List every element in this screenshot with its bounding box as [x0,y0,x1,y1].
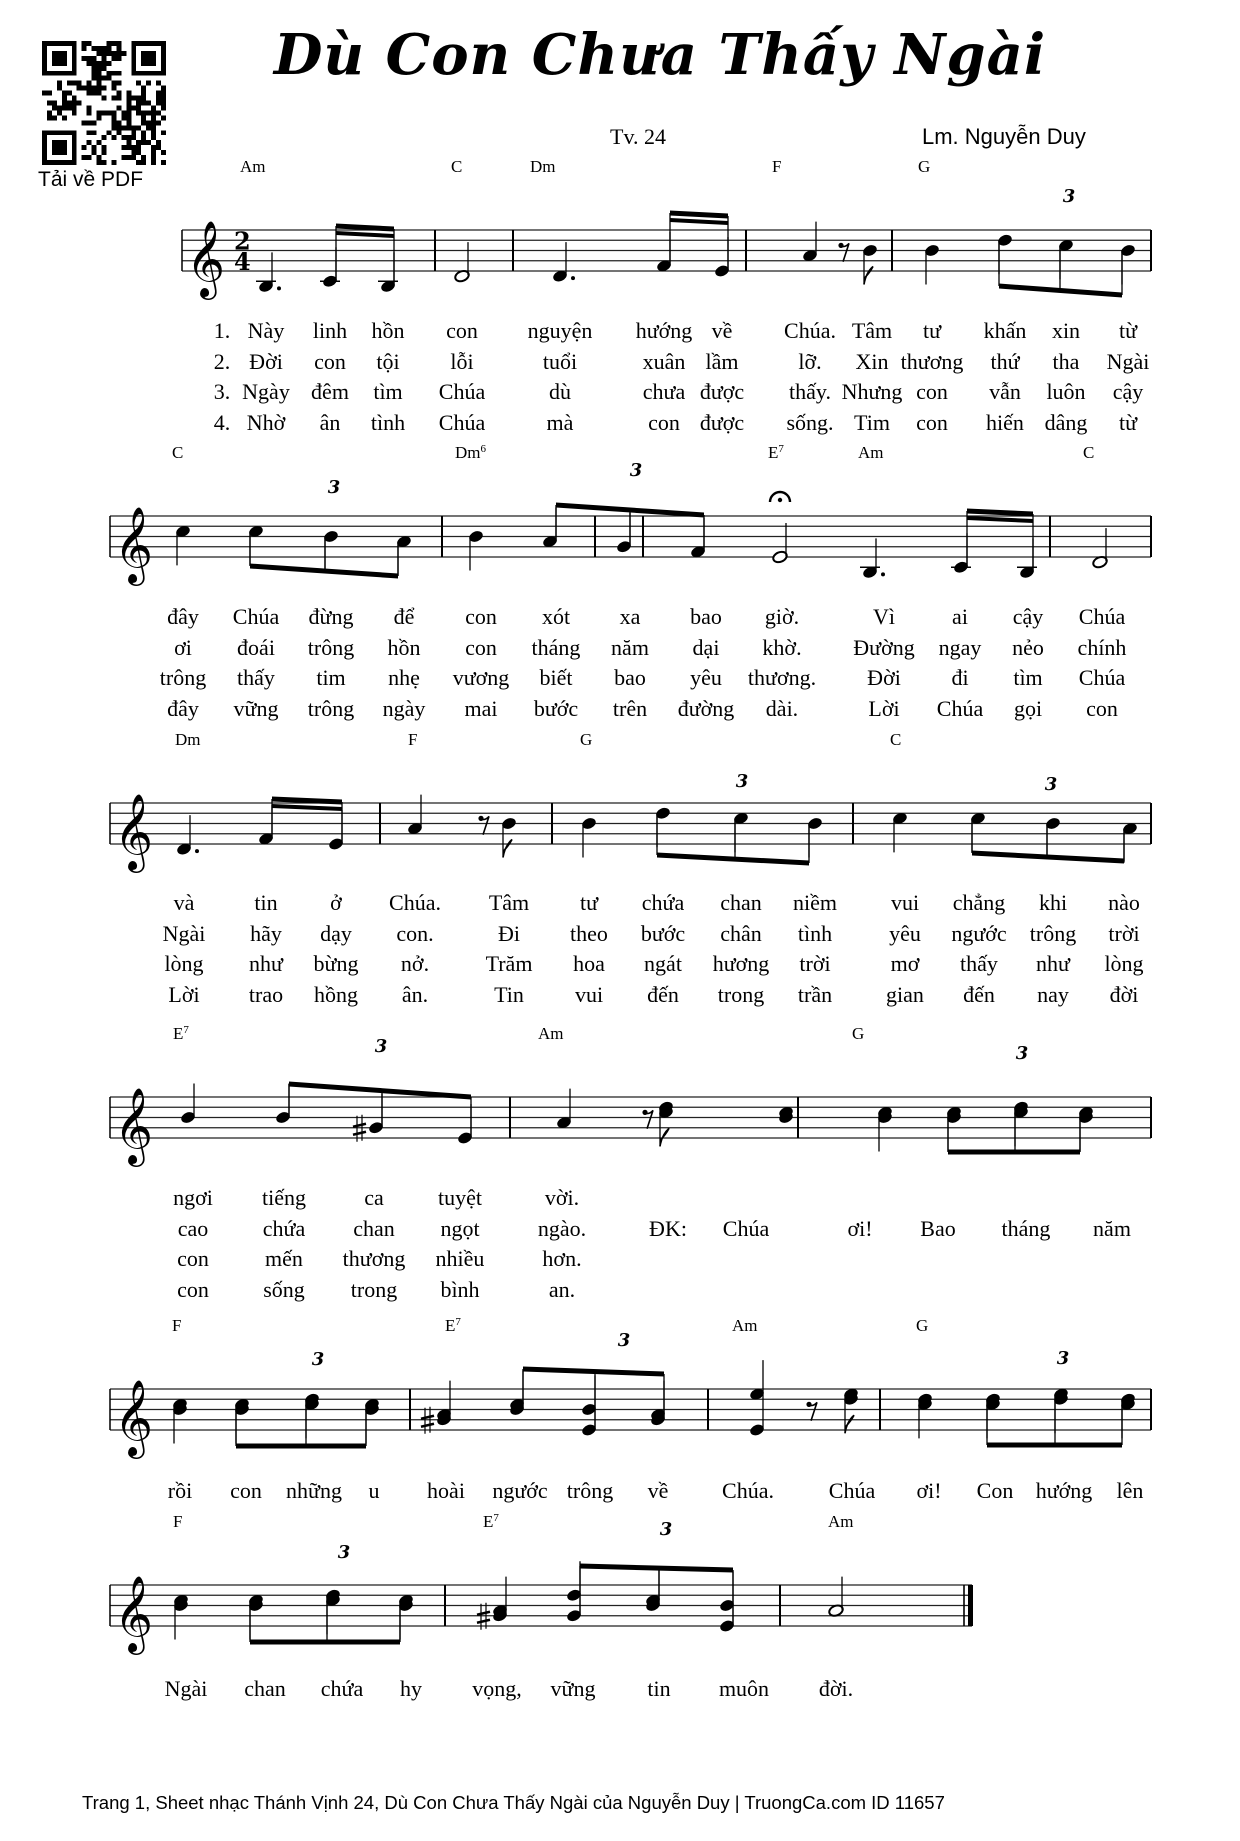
lyric-syllable: bình [440,1276,480,1302]
lyric-syllable: tháng [1001,1215,1051,1241]
chord-symbol [455,443,486,463]
triplet-marker: 3 [327,477,341,498]
triplet-marker: 3 [617,1330,631,1351]
lyric-syllable: Chúa [232,604,280,629]
lyric-syllable: gọi [1013,695,1043,721]
chord-name: C [890,730,902,749]
lyric-syllable: trong [717,981,765,1007]
chord-name: Dm [175,730,201,749]
lyric-syllable: trao [248,981,284,1007]
lyric-syllable: Tâm [488,890,530,915]
chord-name: E [445,1316,456,1335]
lyric-syllable: thương [342,1246,406,1271]
lyric-syllable: nhiều [435,1246,485,1271]
triplet-marker: 3 [374,1036,388,1057]
lyric-syllable: con [1086,695,1118,721]
lyric-syllable: tình [370,409,406,435]
verse-number: 4. [213,409,231,435]
lyric-syllable: Tâm [851,318,893,343]
triplet-marker: 3 [629,460,643,481]
lyric-syllable: trên [612,695,648,721]
lyric-syllable: đời [1109,981,1139,1007]
lyric-syllable: ơi [174,634,192,660]
lyric-syllable: mà [546,409,574,435]
chord-symbol [772,157,781,177]
lyric-syllable: lầm [705,348,739,374]
lyric-syllable: trời [1108,920,1140,946]
triplet-marker: 3 [659,1519,673,1540]
lyric-syllable: Ngài [162,920,206,946]
lyric-syllable: vững [233,695,279,721]
lyric-syllable: xuân [642,348,686,374]
lyric-syllable: vui [890,890,920,915]
lyric-syllable: con [314,348,346,374]
lyric-syllable: bao [614,665,646,690]
lyric-syllable: Ngài [1106,348,1150,374]
lyric-syllable: hoa [573,951,605,976]
lyric-syllable: Đường [853,634,915,660]
lyric-syllable: đoái [237,634,275,660]
lyric-syllable: hiến [986,409,1024,435]
lyric-syllable: xa [619,604,641,629]
lyric-syllable: tuyệt [438,1185,482,1210]
chord-symbol [173,1512,182,1532]
lyric-syllable: đêm [311,379,349,404]
lyric-syllable: tình [797,920,833,946]
lyric-syllable: nhẹ [388,665,420,690]
lyric-syllable: nay [1037,981,1069,1007]
lyric-syllable: gian [886,981,924,1007]
lyric-syllable: ngày [382,695,426,721]
lyric-syllable: được [699,379,745,404]
chord-symbol [172,443,183,463]
lyric-syllable: vững [550,1676,596,1701]
lyric-syllable: tội [376,348,400,374]
lyric-syllable: thứ [990,348,1020,374]
chord-extension: 7 [778,443,784,455]
lyric-syllable: trông [307,695,355,721]
lyric-syllable: hơn. [542,1246,582,1271]
lyric-syllable: linh [312,318,348,343]
lyric-syllable: mơ [890,951,920,976]
lyric-syllable: ơi! [916,1478,942,1503]
chord-symbol [175,730,201,750]
lyric-syllable: khờ. [762,634,802,660]
lyric-syllable: lòng [1104,951,1144,976]
lyric-syllable: tiếng [262,1185,306,1210]
lyric-syllable: con [916,409,948,435]
lyric-syllable: khấn [983,318,1027,343]
chord-symbol [768,443,784,463]
lyric-syllable: để [393,604,415,629]
chord-name: F [172,1316,182,1335]
lyric-syllable: chính [1077,634,1127,660]
lyric-syllable: trong [350,1276,398,1302]
lyric-syllable: ngơi [173,1185,213,1210]
chord-symbol [828,1512,854,1532]
chord-name: Am [240,157,266,176]
lyric-syllable: Chúa. [389,890,441,915]
page-footer: Trang 1, Sheet nhạc Thánh Vịnh 24, Dù Con Chưa Thấy Ngài của Nguyễn Duy | TruongCa.com ID 11657 [82,1792,945,1813]
lyric-syllable: thương [900,348,964,374]
lyric-syllable: Chúa [828,1478,876,1503]
lyric-syllable: Nhưng [841,379,903,404]
chord-name: Am [538,1024,564,1043]
chord-symbol [173,1024,189,1044]
lyric-syllable: dạy [320,920,352,946]
svg-text:𝄞: 𝄞 [186,220,226,297]
lyric-syllable: về [647,1478,669,1503]
lyric-syllable: sống [263,1276,305,1302]
lyric-syllable: hướng [1035,1478,1093,1503]
triplet-marker: 3 [337,1542,351,1563]
lyric-syllable: chứa [320,1676,364,1701]
lyric-syllable: Đời [867,665,901,690]
lyric-syllable: lỡ. [798,348,822,374]
svg-text:𝄞: 𝄞 [114,1379,154,1456]
triplet-marker: 3 [1056,1348,1070,1369]
lyric-syllable: dại [692,634,720,660]
lyric-syllable: con [446,318,478,343]
triplet-marker: 3 [1015,1043,1029,1064]
composer-name: Lm. Nguyễn Duy [922,124,1086,149]
lyric-syllable: Chúa [438,409,486,435]
lyric-syllable: con [916,379,948,404]
lyric-syllable: Trăm [485,951,533,976]
lyric-syllable: chan [720,890,762,915]
chord-name: G [580,730,593,749]
lyric-syllable: chứa [641,890,685,915]
chord-name: Am [858,443,884,462]
lyric-syllable: mến [265,1246,303,1271]
chord-extension: 7 [455,1316,461,1328]
lyric-syllable: Bao [920,1215,956,1241]
chord-name: E [173,1024,184,1043]
chord-symbol [852,1024,864,1044]
lyric-syllable: như [249,951,283,976]
lyric-syllable: Vì [873,604,895,629]
chord-name: C [1083,443,1095,462]
lyric-syllable: bước [640,920,686,946]
lyric-syllable: nguyện [527,318,593,343]
lyric-syllable: rồi [167,1478,193,1503]
chord-name: Dm [455,443,481,462]
lyric-syllable: hướng [635,318,693,343]
lyric-syllable: năm [1093,1215,1131,1241]
lyric-syllable: Chúa [1078,604,1126,629]
lyric-syllable: hương [712,951,770,976]
lyric-syllable: lòng [164,951,204,976]
svg-text:𝄞: 𝄞 [114,1087,154,1164]
chord-symbol [732,1316,758,1336]
lyric-syllable: dâng [1044,409,1088,435]
lyric-syllable: ĐK: [649,1215,687,1241]
lyric-syllable: Con [976,1478,1014,1503]
lyric-syllable: trông [307,634,355,660]
chord-name: G [852,1024,865,1043]
psalm-reference: Tv. 24 [610,124,667,149]
chord-name: G [916,1316,929,1335]
lyric-syllable: vẫn [989,379,1021,404]
lyric-syllable: tin [254,890,278,915]
lyric-syllable: con [648,409,680,435]
lyric-syllable: hy [400,1676,422,1701]
lyric-syllable: ai [952,604,968,629]
lyric-syllable: ngát [644,951,682,976]
lyric-syllable: bừng [313,951,359,976]
lyric-syllable: ngước [951,920,1007,946]
lyric-syllable: đây [167,604,199,629]
verse-number: 1. [213,318,231,343]
lyric-syllable: năm [611,634,649,660]
lyric-syllable: con [177,1246,209,1271]
lyric-syllable: Tim [854,409,890,435]
verse-number: 2. [213,348,231,374]
lyric-syllable: Đời [249,348,283,374]
lyric-syllable: cậy [1012,604,1044,629]
chord-symbol [580,730,592,750]
lyric-syllable: tuổi [542,348,578,374]
lyric-syllable: bước [533,695,579,721]
lyric-syllable: xót [541,604,571,629]
lyric-syllable: thấy [960,951,998,976]
chord-extension: 6 [480,443,486,455]
lyric-syllable: nở. [400,951,430,976]
lyric-syllable: Chúa. [722,1478,774,1503]
svg-text:𝄞: 𝄞 [114,1575,154,1652]
lyric-syllable: trông [566,1478,614,1503]
lyric-syllable: vui [574,981,604,1007]
lyric-syllable: ân. [401,981,429,1007]
chord-name: Am [732,1316,758,1335]
lyric-syllable: thấy. [789,379,831,404]
lyric-syllable: nào [1108,890,1140,915]
chord-name: Dm [530,157,556,176]
lyric-syllable: niềm [793,890,837,915]
triplet-marker: 3 [1062,186,1076,207]
lyric-syllable: vời. [544,1185,580,1210]
lyric-syllable: Lời [168,981,200,1007]
lyric-syllable: thấy [237,665,275,690]
verse-number: 3. [213,379,231,404]
chord-symbol [240,157,266,177]
lyric-syllable: biết [539,665,573,690]
lyric-syllable: Ngày [242,379,290,404]
lyric-syllable: tìm [373,379,403,404]
lyric-syllable: vọng, [472,1676,522,1701]
lyric-syllable: mai [464,695,498,721]
lyric-syllable: chan [353,1215,395,1241]
lyric-syllable: từ [1118,409,1138,435]
lyric-syllable: cậy [1112,379,1144,404]
chord-name: F [772,157,782,176]
lyric-syllable: u [368,1478,380,1503]
lyric-syllable: ân [319,409,341,435]
lyric-syllable: con [230,1478,262,1503]
chord-symbol [858,443,884,463]
lyric-syllable: ngước [492,1478,548,1503]
lyric-syllable: yêu [690,665,722,690]
lyric-syllable: con [465,634,497,660]
lyric-syllable: Nhờ [246,409,286,435]
chord-symbol [445,1316,461,1336]
download-pdf-link[interactable]: Tải về PDF [38,168,144,191]
svg-text:𝄞: 𝄞 [114,793,154,870]
lyric-syllable: chứa [262,1215,306,1241]
lyric-syllable: đi [951,665,969,690]
lyric-syllable: khi [1038,890,1068,915]
lyric-syllable: thương. [747,665,817,690]
lyric-syllable: ngay [938,634,982,660]
lyric-syllable: sống. [786,409,834,435]
lyric-syllable: ca [364,1185,384,1210]
chord-symbol [1083,443,1094,463]
lyric-syllable: hồng [314,981,358,1007]
lyric-syllable: và [173,890,195,915]
lyric-syllable: luôn [1046,379,1086,404]
chord-name: E [483,1512,494,1531]
chord-symbol [890,730,901,750]
lyric-syllable: lỗi [450,348,474,374]
lyric-syllable: dài. [765,695,799,721]
lyric-syllable: đừng [308,604,354,629]
svg-text:4: 4 [234,247,251,276]
lyric-syllable: tìm [1013,665,1043,690]
lyric-syllable: trông [1029,920,1077,946]
lyric-syllable: ngào. [537,1215,587,1241]
lyric-syllable: con. [396,920,434,946]
lyric-syllable: yêu [889,920,921,946]
chord-extension: 7 [493,1512,499,1524]
lyric-syllable: muôn [718,1676,770,1701]
lyric-syllable: tha [1052,348,1080,374]
lyric-syllable: theo [570,920,608,946]
lyric-syllable: vương [452,665,510,690]
chord-name: G [918,157,931,176]
triplet-marker: 3 [311,1349,325,1370]
lyric-syllable: Chúa [1078,665,1126,690]
lyric-syllable: đến [963,981,995,1007]
lyric-syllable: xin [1051,318,1081,343]
lyric-syllable: trần [797,981,833,1007]
lyric-syllable: tư [922,318,942,343]
lyric-syllable: Chúa [936,695,984,721]
lyric-syllable: tim [316,665,346,690]
chord-extension: 7 [183,1024,189,1036]
svg-text:2: 2 [234,226,251,256]
chord-symbol [483,1512,499,1532]
lyric-syllable: chưa [642,379,686,404]
lyric-syllable: như [1036,951,1070,976]
chord-symbol [538,1024,564,1044]
lyric-syllable: dù [549,379,571,404]
lyric-syllable: nẻo [1012,634,1044,660]
lyric-syllable: hồn [371,318,405,343]
svg-text:𝄞: 𝄞 [114,506,154,583]
lyric-syllable: đây [167,695,199,721]
triplet-marker: 3 [1044,774,1058,795]
chord-name: F [408,730,418,749]
lyric-syllable: tháng [531,634,581,660]
lyric-syllable: Lời [868,695,900,721]
lyric-syllable: về [711,318,733,343]
lyric-syllable: Chúa. [784,318,836,343]
lyric-syllable: đường [677,695,735,721]
chord-name: F [173,1512,183,1531]
chord-symbol [918,157,930,177]
lyric-syllable: lên [1116,1478,1144,1503]
lyric-syllable: Chúa [722,1215,770,1241]
chord-name: C [172,443,184,462]
lyric-syllable: con [177,1276,209,1302]
lyric-syllable: Tin [494,981,524,1007]
song-title: Dù Con Chưa Thấy Ngài [273,22,1047,88]
lyric-syllable: ở [330,890,342,915]
lyric-syllable: đời. [818,1676,854,1701]
lyric-syllable: hoài [427,1478,465,1503]
chord-name: C [451,157,463,176]
lyric-syllable: ơi! [847,1215,873,1241]
chord-name: Am [828,1512,854,1531]
lyric-syllable: cao [177,1215,209,1241]
lyric-syllable: trông [159,665,207,690]
lyric-syllable: tư [579,890,599,915]
lyric-syllable: bao [690,604,722,629]
lyric-syllable: hãy [250,920,282,946]
lyric-syllable: những [286,1478,342,1503]
lyric-syllable: Chúa [438,379,486,404]
lyric-syllable: Này [247,318,285,343]
lyric-syllable: ngọt [440,1215,480,1241]
chord-symbol [172,1316,181,1336]
lyric-syllable: chan [244,1676,286,1701]
lyric-syllable: Ngài [164,1676,208,1701]
lyric-syllable: đến [647,981,679,1007]
lyric-syllable: Xin [855,348,889,374]
triplet-marker: 3 [735,771,749,792]
lyric-syllable: chẳng [952,890,1006,915]
lyric-syllable: tin [647,1676,671,1701]
chord-symbol [530,157,556,177]
chord-symbol [408,730,417,750]
chord-symbol [916,1316,928,1336]
chord-symbol [451,157,462,177]
lyric-syllable: được [699,409,745,435]
lyric-syllable: con [465,604,497,629]
lyric-syllable: trời [799,951,831,976]
lyric-syllable: hồn [387,634,421,660]
lyric-syllable: chân [720,920,762,946]
lyric-syllable: giờ. [764,604,800,629]
lyric-syllable: an. [548,1276,576,1302]
lyric-syllable: Đi [498,920,520,946]
chord-name: E [768,443,779,462]
lyric-syllable: từ [1118,318,1138,343]
